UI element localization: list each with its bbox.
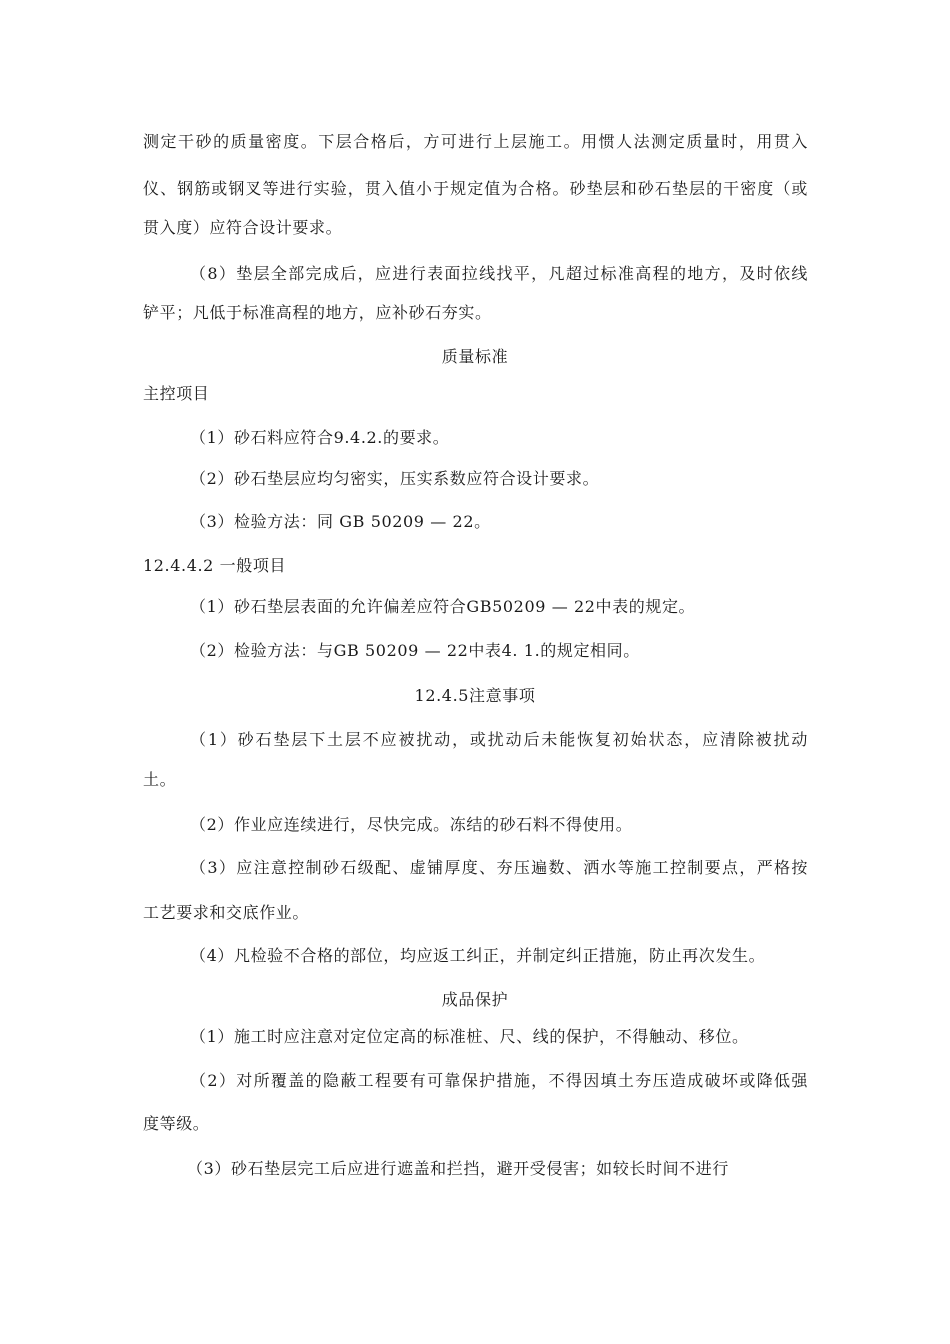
paragraph-line: （8）垫层全部完成后，应进行表面拉线找平，凡超过标准高程的地方，及时依线 xyxy=(190,264,808,283)
paragraph-line: 测定干砂的质量密度。下层合格后，方可进行上层施工。用惯人法测定质量时，用贯入 xyxy=(143,132,808,151)
list-item: （3）砂石垫层完工后应进行遮盖和拦挡，避开受侵害；如较长时间不进行 xyxy=(187,1159,729,1178)
paragraph-line: 铲平；凡低于标准高程的地方，应补砂石夯实。 xyxy=(143,303,492,322)
list-item: （3）应注意控制砂石级配、虚铺厚度、夯压遍数、洒水等施工控制要点，严格按 xyxy=(190,858,808,877)
section-heading: 成品保护 xyxy=(441,990,509,1009)
list-item: （1）砂石垫层下土层不应被扰动，或扰动后未能恢复初始状态，应清除被扰动 xyxy=(190,730,808,749)
paragraph-line: 仪、钢筋或钢叉等进行实验，贯入值小于规定值为合格。砂垫层和砂石垫层的干密度（或 xyxy=(143,179,808,198)
list-item: （2）对所覆盖的隐蔽工程要有可靠保护措施，不得因填土夯压造成破坏或降低强 xyxy=(190,1071,808,1090)
list-item: （1）砂石料应符合9.4.2.的要求。 xyxy=(190,428,450,447)
list-item: （3）检验方法：同 GB 50209 — 22。 xyxy=(190,512,491,531)
list-item: （4）凡检验不合格的部位，均应返工纠正，并制定纠正措施，防止再次发生。 xyxy=(190,946,766,965)
paragraph-line: 土。 xyxy=(143,770,177,789)
paragraph-line: 工艺要求和交底作业。 xyxy=(143,903,310,922)
list-item: （2）检验方法：与GB 50209 — 22中表4. 1.的规定相同。 xyxy=(190,641,640,660)
list-item: （2）作业应连续进行，尽快完成。冻结的砂石料不得使用。 xyxy=(190,815,633,834)
paragraph-line: 贯入度）应符合设计要求。 xyxy=(143,218,343,237)
list-item: （2）砂石垫层应均匀密实，压实系数应符合设计要求。 xyxy=(190,469,600,488)
list-item: （1）砂石垫层表面的允许偏差应符合GB50209 — 22中表的规定。 xyxy=(190,597,696,616)
subsection-heading: 主控项目 xyxy=(143,384,210,403)
subsection-heading: 12.4.4.2 一般项目 xyxy=(143,556,287,575)
section-heading: 质量标准 xyxy=(441,347,509,366)
section-heading: 12.4.5注意事项 xyxy=(414,686,536,705)
list-item: （1）施工时应注意对定位定高的标准桩、尺、线的保护，不得触动、移位。 xyxy=(190,1027,749,1046)
paragraph-line: 度等级。 xyxy=(143,1114,210,1133)
